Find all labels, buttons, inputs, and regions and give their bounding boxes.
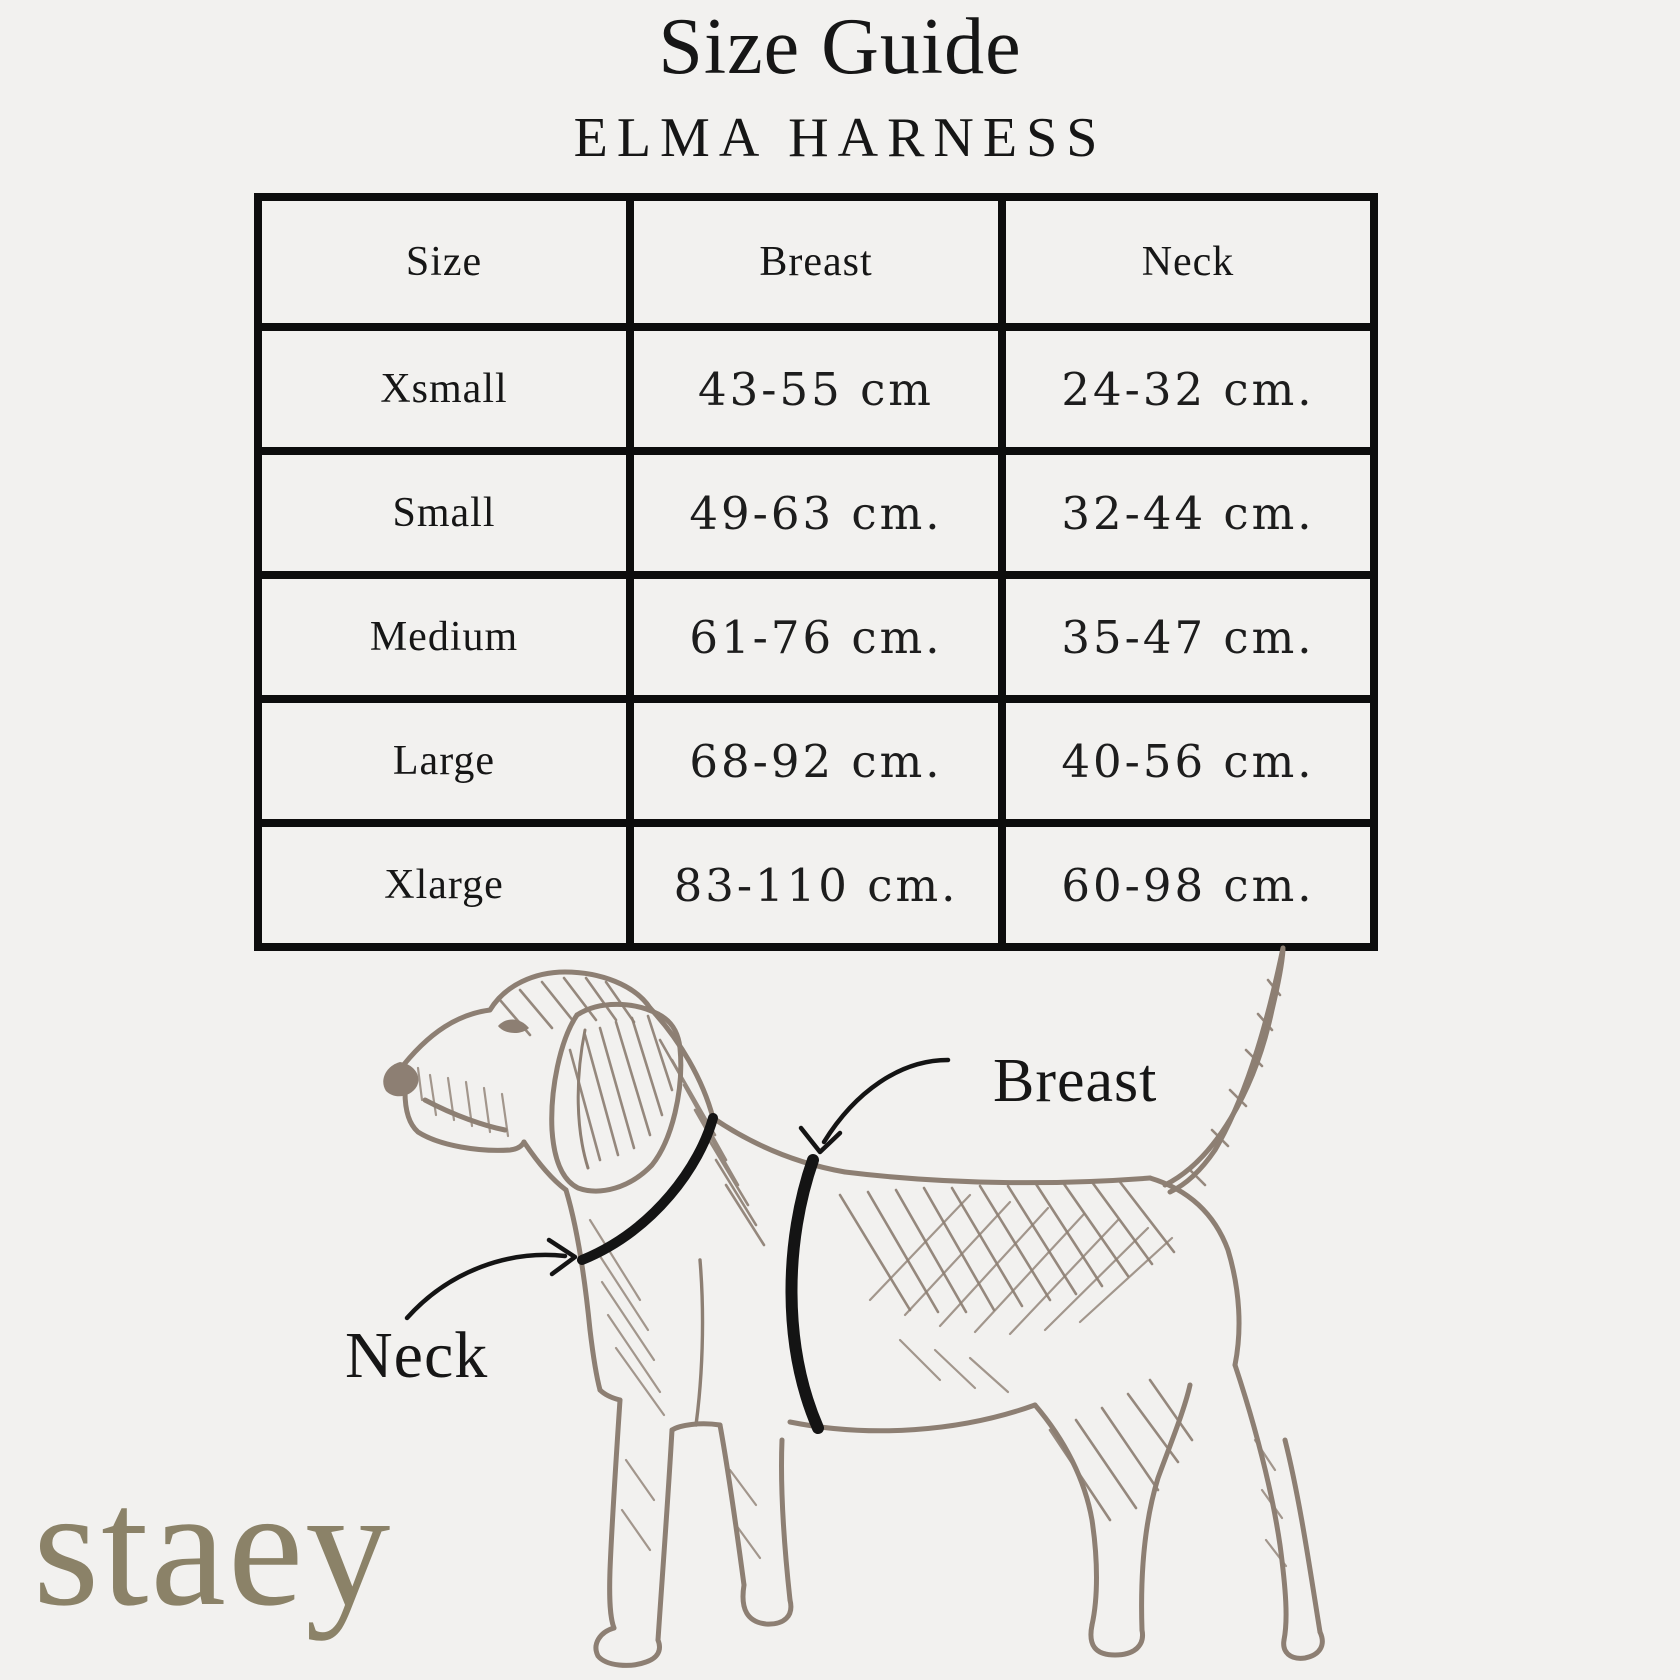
neck-cell: 35-47 cm.	[1002, 575, 1374, 699]
neck-arrow-icon	[407, 1240, 575, 1318]
neck-diagram-label: Neck	[345, 1319, 489, 1392]
size-cell: Large	[258, 699, 630, 823]
product-subtitle: ELMA HARNESS	[573, 107, 1107, 169]
size-cell: Small	[258, 451, 630, 575]
breast-cell: 61-76 cm.	[630, 575, 1002, 699]
breast-diagram-label: Breast	[993, 1047, 1158, 1115]
breast-cell: 43-55 cm	[630, 327, 1002, 451]
breast-cell: 49-63 cm.	[630, 451, 1002, 575]
neck-cell: 40-56 cm.	[1002, 699, 1374, 823]
size-cell: Medium	[258, 575, 630, 699]
dog-outline	[383, 948, 1322, 1665]
size-cell: Xlarge	[258, 823, 630, 947]
breast-cell: 83-110 cm.	[630, 823, 1002, 947]
neck-cell: 32-44 cm.	[1002, 451, 1374, 575]
column-header-neck: Neck	[1002, 197, 1374, 327]
brand-logo: staey	[33, 1453, 393, 1641]
column-header-size: Size	[258, 197, 630, 327]
breast-measure-band	[791, 1160, 818, 1428]
neck-cell: 60-98 cm.	[1002, 823, 1374, 947]
neck-cell: 24-32 cm.	[1002, 327, 1374, 451]
page-title: Size Guide	[658, 3, 1022, 91]
breast-arrow-icon	[801, 1060, 948, 1152]
column-header-breast: Breast	[630, 197, 1002, 327]
breast-cell: 68-92 cm.	[630, 699, 1002, 823]
size-cell: Xsmall	[258, 327, 630, 451]
